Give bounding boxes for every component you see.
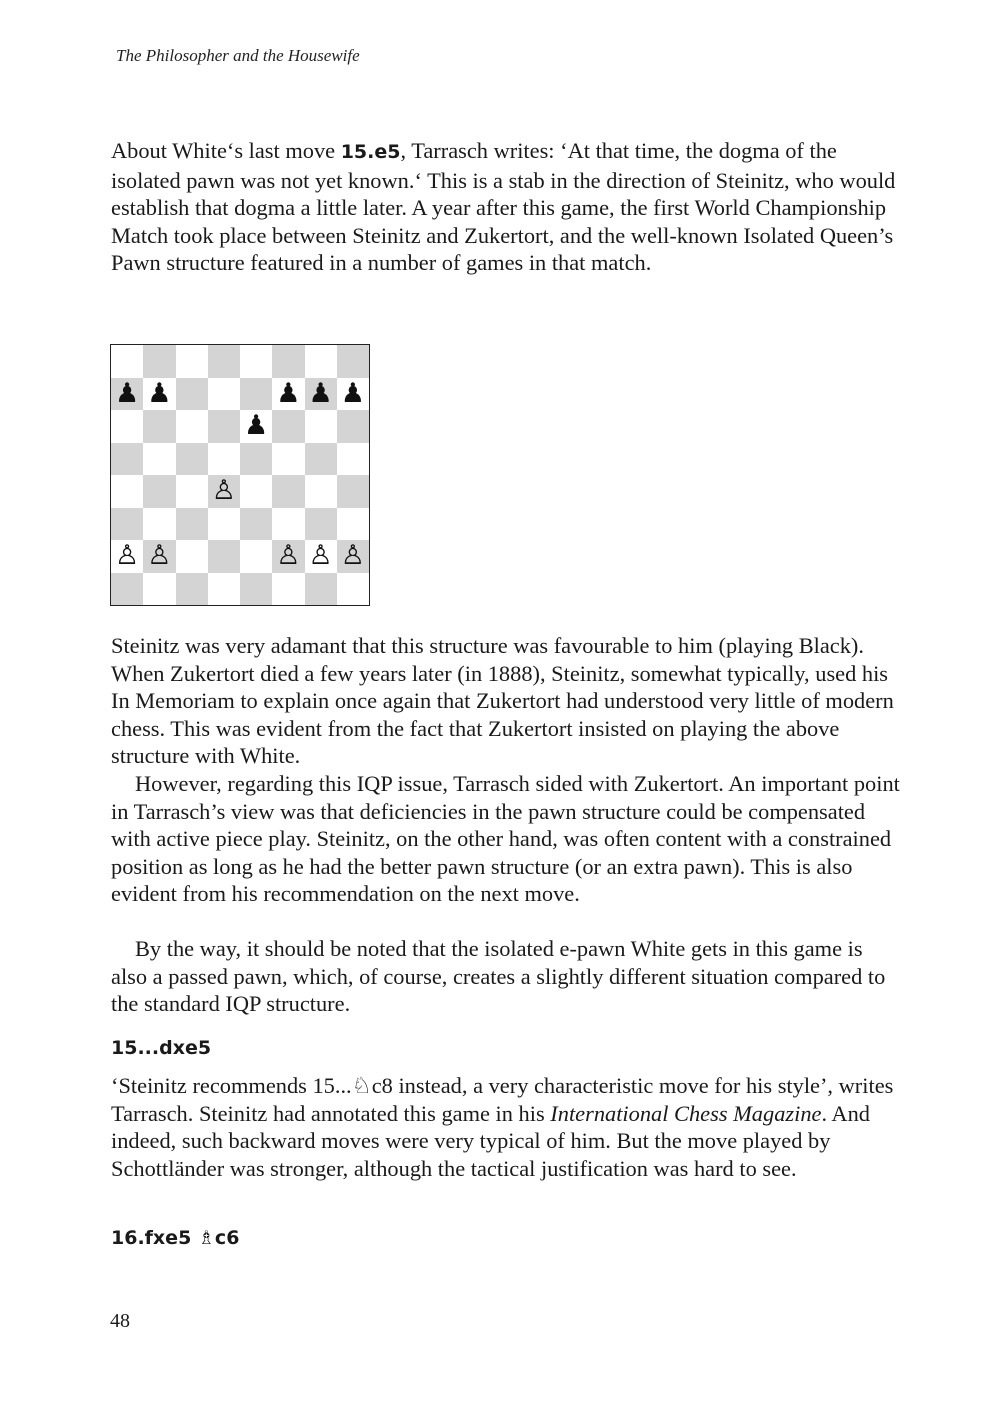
board-square [305, 410, 337, 443]
board-square [337, 410, 369, 443]
board-square [143, 345, 175, 378]
board-square [176, 540, 208, 573]
board-square [111, 443, 143, 476]
board-square [208, 508, 240, 541]
paragraph-4: By the way, it should be noted that the isolated e-pawn White gets in this game is also a passed pawn, which, of course, creates a slightly different situation compared to the standard IQP structure. [111, 936, 886, 1016]
chess-diagram [110, 344, 370, 606]
move-15-e5: 15.e5 [340, 141, 401, 163]
board-square [111, 410, 143, 443]
paragraph-5 [111, 1072, 901, 1182]
board-square [272, 475, 304, 508]
board-square [208, 540, 240, 573]
black-pawn-h7: ♟ [340, 377, 365, 409]
running-title: The Philosopher and the Housewife [116, 46, 360, 65]
page-number: 48 [110, 1310, 130, 1332]
paragraph-1 [111, 137, 901, 277]
white-pawn-a2: ♙ [115, 540, 140, 571]
black-pawn-f7: ♟ [276, 377, 301, 409]
board-square [240, 475, 272, 508]
board-square [176, 443, 208, 476]
board-square [176, 378, 208, 411]
move-heading-16-fxe5: 16.fxe5 ♗c6 [111, 1227, 240, 1249]
black-pawn-e6: ♟ [244, 410, 269, 441]
paragraph-1-pre: About White‘s last move [111, 138, 341, 163]
board-square [337, 475, 369, 508]
board-square [111, 475, 143, 508]
white-pawn-f2: ♙ [276, 540, 301, 571]
board-square [305, 443, 337, 476]
board-square [111, 508, 143, 541]
black-pawn-b7: ♟ [147, 377, 172, 409]
board-square [240, 540, 272, 573]
board-square [176, 573, 208, 606]
board-square [176, 475, 208, 508]
board-square [111, 345, 143, 378]
board-square [240, 573, 272, 606]
board-square [337, 345, 369, 378]
white-pawn-b2: ♙ [147, 540, 172, 571]
board-square [337, 573, 369, 606]
board-square [240, 443, 272, 476]
board-square [272, 410, 304, 443]
white-pawn-g2: ♙ [308, 540, 333, 571]
board-square [143, 443, 175, 476]
move-heading-15-dxe5: 15...dxe5 [111, 1037, 212, 1059]
board-square [272, 443, 304, 476]
board-square [143, 508, 175, 541]
paragraph-2: Steinitz was very adamant that this structure was favourable to him (playing Black). When Zukertort died a few years later (in 1888), Steinitz, somewhat typically, used his In Memoriam to explain once again that Zukertort had understood very little of modern chess. This was evident from the fact that Zukertort insisted on playing the above structure with White. [111, 633, 894, 768]
board-square [176, 508, 208, 541]
board-square [337, 443, 369, 476]
magazine-title: International Chess Magazine [550, 1100, 822, 1126]
board-square [305, 508, 337, 541]
board-square [176, 345, 208, 378]
board-square [337, 508, 369, 541]
board-square [240, 345, 272, 378]
board-square [208, 573, 240, 606]
paragraph-5-pre: ‘Steinitz recommends 15...♘c8 instead, a very characteristic move for his style’, writes Tarrasch. Steinitz had annotated this game in his [111, 1073, 894, 1126]
board-square [208, 443, 240, 476]
board-square [143, 573, 175, 606]
board-square [208, 345, 240, 378]
board-square [305, 573, 337, 606]
black-pawn-a7: ♟ [115, 377, 140, 409]
board-square [272, 573, 304, 606]
paragraph-1-post: , Tarrasch writes: ‘At that time, the dogma of the isolated pawn was not yet known.‘ This is a stab in the direction of Steinitz, who would establish that dogma a little later. A year after this game, the first World Championship Match took place between Steinitz and Zukertort, and the well-known Isolated Queen’s Pawn structure featured in a number of games in that match. [111, 138, 896, 275]
board-square [111, 573, 143, 606]
board-square [272, 508, 304, 541]
white-pawn-h2: ♙ [340, 540, 365, 571]
board-square [272, 345, 304, 378]
board-square [176, 410, 208, 443]
board-square [305, 475, 337, 508]
white-pawn-d4: ♙ [211, 475, 236, 506]
black-pawn-g7: ♟ [308, 377, 333, 409]
board-square [208, 410, 240, 443]
paragraph-3: However, regarding this IQP issue, Tarrasch sided with Zukertort. An important point in Tarrasch’s view was that deficiencies in the pawn structure could be compensated with active piece play. Steinitz, on the other hand, was often content with a constrained position as long as he had the better pawn structure (or an extra pawn). This is also evident from his recommendation on the next move. [111, 771, 900, 906]
board-square [240, 378, 272, 411]
board-square [143, 475, 175, 508]
board-square [240, 508, 272, 541]
board-square [208, 378, 240, 411]
board-square [143, 410, 175, 443]
paragraph-5-post: . And indeed, such backward moves were very typical of him. But the move played by Schottländer was stronger, although the tactical justification was hard to see. [111, 1100, 870, 1181]
board-square [305, 345, 337, 378]
